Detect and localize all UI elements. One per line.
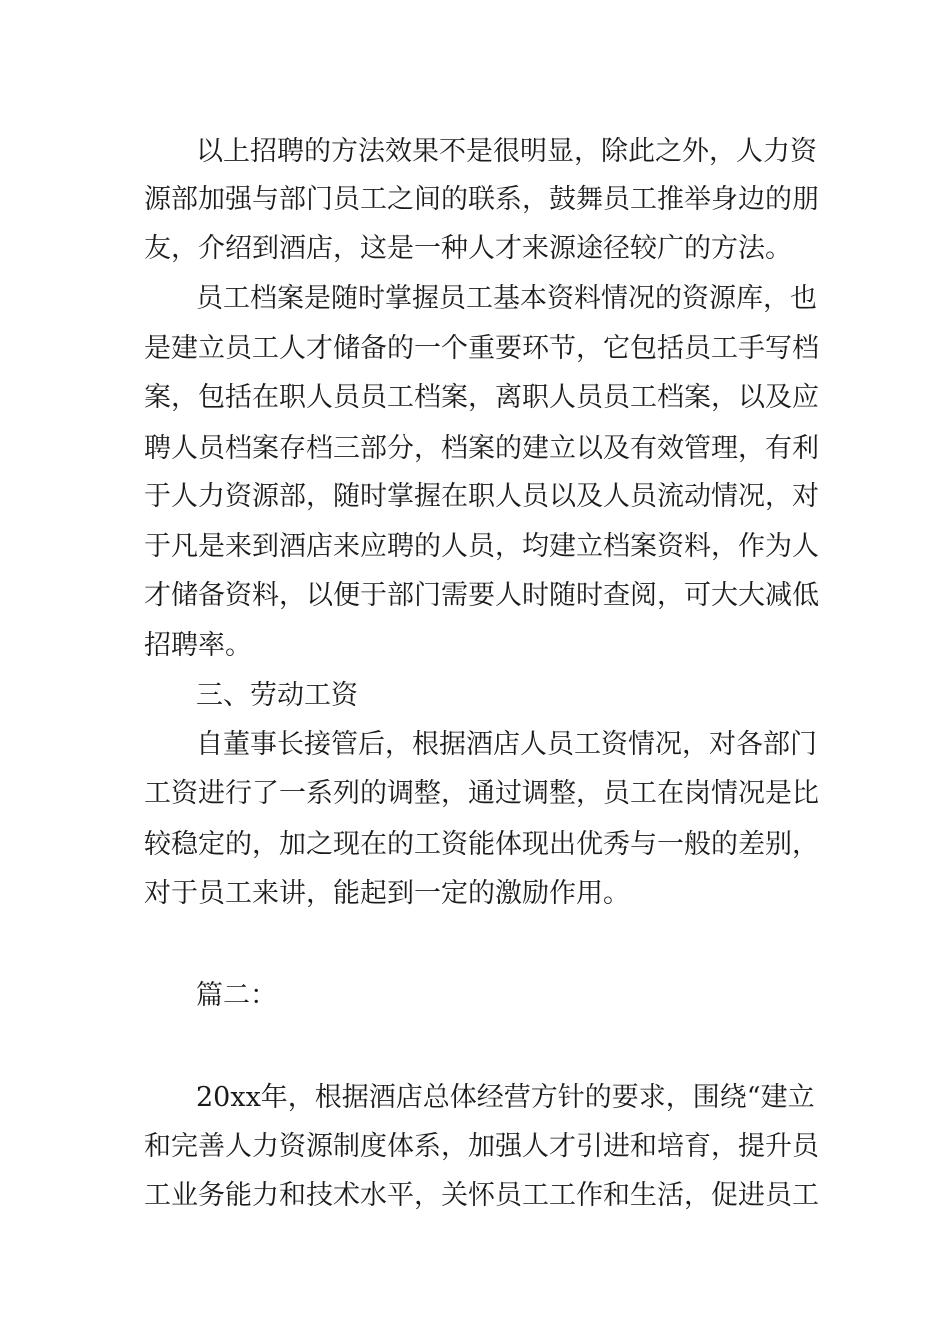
paragraph-4-line-1: 20xx年，根据酒店总体经营方针的要求，围绕“建立 bbox=[196, 1082, 815, 1113]
paragraph-2-line-3: 案，包括在职人员员工档案，离职人员员工档案，以及应 bbox=[144, 382, 819, 413]
paragraph-2-line-8: 招聘率。 bbox=[144, 630, 252, 661]
paragraph-2-line-2: 是建立员工人才储备的一个重要环节，它包括员工手写档 bbox=[144, 333, 819, 364]
paragraph-3-line-1: 自董事长接管后，根据酒店人员工资情况，对各部门 bbox=[196, 729, 817, 760]
paragraph-1-line-2: 源部加强与部门员工之间的联系，鼓舞员工推举身边的朋 bbox=[144, 184, 819, 215]
part-heading: 篇二： bbox=[196, 980, 277, 1011]
paragraph-2-line-6: 于凡是来到酒店来应聘的人员，均建立档案资料，作为人 bbox=[144, 531, 819, 562]
paragraph-2-line-4: 聘人员档案存档三部分，档案的建立以及有效管理，有利 bbox=[144, 433, 819, 464]
paragraph-1-line-3: 友，介绍到酒店，这是一种人才来源途径较广的方法。 bbox=[144, 233, 792, 264]
paragraph-2-line-7: 才储备资料，以便于部门需要人时随时查阅，可大大减低 bbox=[144, 580, 819, 611]
paragraph-2-line-1: 员工档案是随时掌握员工基本资料情况的资源库，也 bbox=[196, 283, 817, 314]
paragraph-3-line-2: 工资进行了一系列的调整，通过调整，员工在岗情况是比 bbox=[144, 778, 819, 809]
paragraph-4-line-2: 和完善人力资源制度体系，加强人才引进和培育，提升员 bbox=[144, 1131, 819, 1162]
paragraph-3-line-3: 较稳定的，加之现在的工资能体现出优秀与一般的差别， bbox=[144, 829, 819, 860]
paragraph-2-line-5: 于人力资源部，随时掌握在职人员以及人员流动情况，对 bbox=[144, 481, 819, 512]
paragraph-1-line-1: 以上招聘的方法效果不是很明显，除此之外，人力资 bbox=[196, 136, 817, 167]
paragraph-4-line-3: 工业务能力和技术水平，关怀员工工作和生活，促进员工 bbox=[144, 1180, 819, 1211]
paragraph-3-line-4: 对于员工来讲，能起到一定的激励作用。 bbox=[144, 878, 630, 909]
section-heading: 三、劳动工资 bbox=[196, 680, 358, 711]
